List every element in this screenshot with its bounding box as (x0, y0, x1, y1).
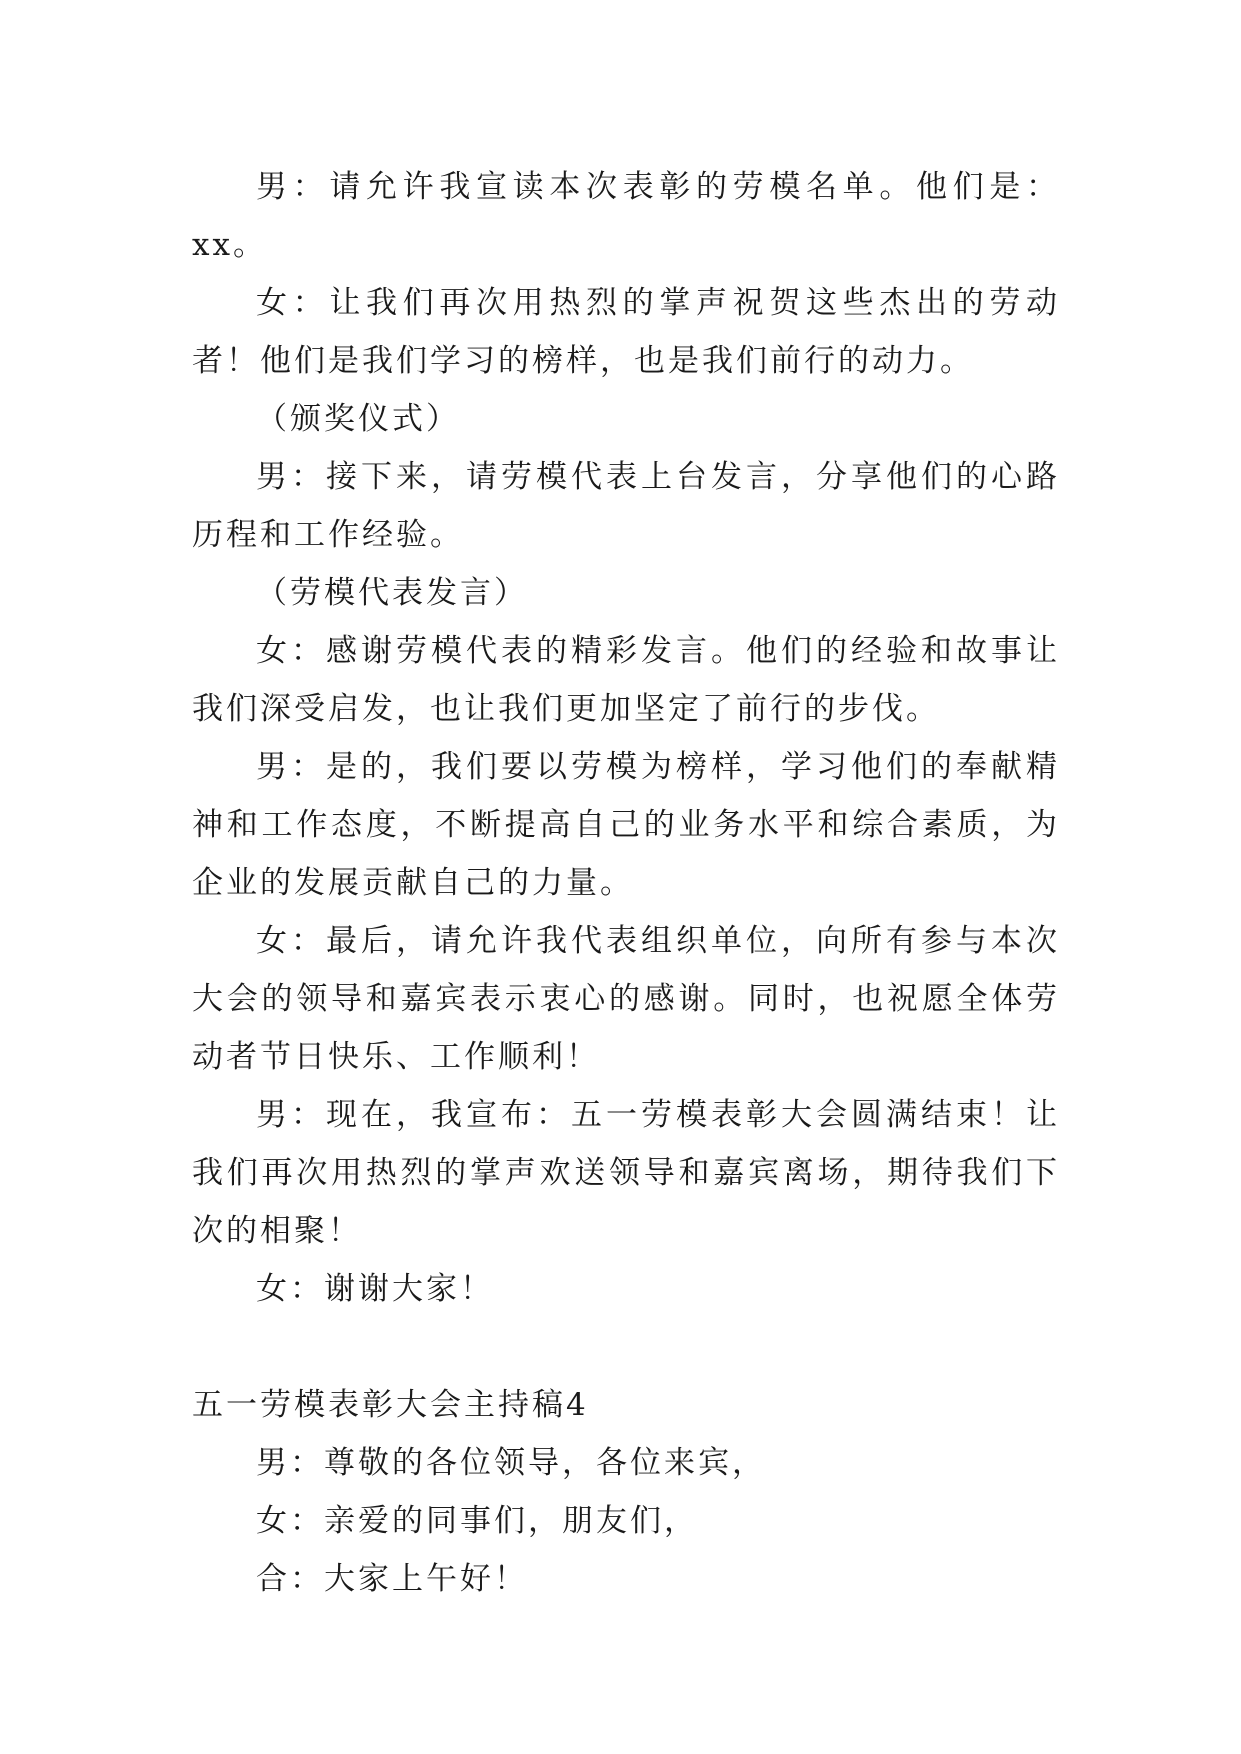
dialogue-paragraph: 男：现在，我宣布：五一劳模表彰大会圆满结束！让我们再次用热烈的掌声欢送领导和嘉宾离场，期待我们下次的相聚！ (192, 1097, 1060, 1249)
dialogue-paragraph: 女：最后，请允许我代表组织单位，向所有参与本次大会的领导和嘉宾表示衷心的感谢。同时，也祝愿全体劳动者节日快乐、工作顺利！ (192, 923, 1060, 1075)
dialogue-paragraph: 女：感谢劳模代表的精彩发言。他们的经验和故事让我们深受启发，也让我们更加坚定了前行的步伐。 (192, 633, 1060, 727)
dialogue-paragraph: 男：接下来，请劳模代表上台发言，分享他们的心路历程和工作经验。 (192, 459, 1060, 553)
dialogue-paragraph: 女：亲爱的同事们，朋友们， (256, 1503, 698, 1539)
dialogue-paragraph: 女：谢谢大家！ (256, 1271, 494, 1307)
document-body (192, 158, 1060, 1608)
dialogue-paragraph: 男：请允许我宣读本次表彰的劳模名单。他们是：xx。 (192, 169, 1060, 263)
dialogue-paragraph: 女：让我们再次用热烈的掌声祝贺这些杰出的劳动者！他们是我们学习的榜样，也是我们前行的动力。 (192, 285, 1060, 379)
dialogue-paragraph: 男：尊敬的各位领导，各位来宾， (256, 1445, 766, 1481)
section-title: 五一劳模表彰大会主持稿4 (192, 1387, 589, 1423)
stage-direction: （颁奖仪式） (256, 401, 460, 437)
dialogue-paragraph: 合：大家上午好！ (256, 1561, 528, 1597)
stage-direction: （劳模代表发言） (256, 575, 528, 611)
dialogue-paragraph: 男：是的，我们要以劳模为榜样，学习他们的奉献精神和工作态度，不断提高自己的业务水平和综合素质，为企业的发展贡献自己的力量。 (192, 749, 1060, 901)
